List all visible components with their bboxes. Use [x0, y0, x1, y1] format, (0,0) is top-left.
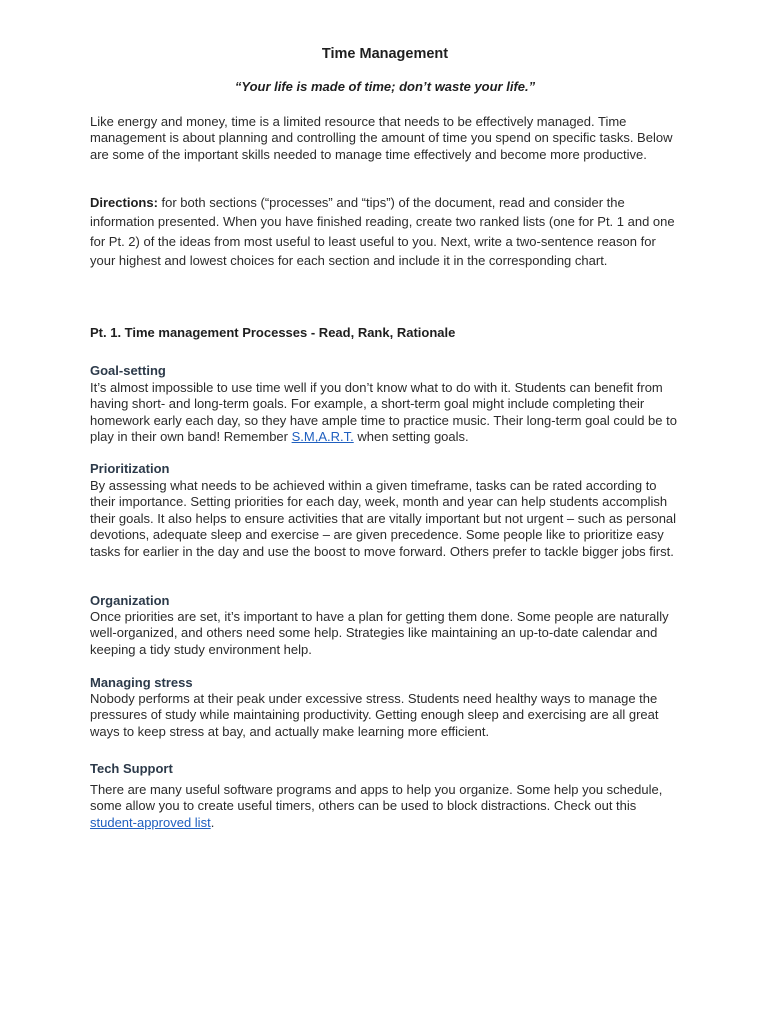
goal-setting-heading: Goal-setting	[90, 363, 166, 378]
document-title: Time Management	[321, 46, 449, 62]
goal-setting-text-end: when setting goals.	[353, 429, 469, 445]
goal-setting-text: It’s almost impossible to use time well if you don’t know what to do with it. Students can benefit from having short- and long-term goals. For example, a short-term goal might include completing their homework early each day, so they have ample time to practice music. Their long-term goal could be to play in their own band! Remember	[90, 380, 677, 445]
intro-paragraph: Like energy and money, time is a limited resource that needs to be effectively managed. Time management is about planning and controlling the amount of time you spend on specific tasks. Below are some of the important skills needed to manage time effectively and become more productive.	[90, 114, 673, 162]
tech-support-paragraph	[90, 782, 682, 831]
prioritization-heading: Prioritization	[90, 461, 170, 476]
goal-setting-paragraph	[90, 380, 682, 446]
directions-paragraph	[90, 193, 682, 270]
tech-support-text: There are many useful software programs and apps to help you organize. Some help you schedule, some allow you to create useful timers, others can be used to block distractions. Check out this	[90, 782, 663, 814]
smart-link[interactable]: S.M,A.R.T.	[291, 429, 354, 445]
tech-support-heading: Tech Support	[90, 761, 173, 776]
prioritization-paragraph: By assessing what needs to be achieved within a given timeframe, tasks can be rated according to their importance. Setting priorities for each day, week, month and year can help students accomplish their goals. It also helps to ensure activities that are vitally important but not urgent – such as personal devotions, adequate sleep and exercise – are given precedence. Some people like to prioritize easy tasks for earlier in the day and use the boost to move forward. Others prefer to tackle bigger jobs first.	[90, 478, 677, 559]
student-approved-list-link[interactable]: student-approved list	[90, 814, 211, 830]
tech-support-text-end: .	[210, 814, 215, 830]
managing-stress-heading: Managing stress	[90, 675, 193, 690]
organization-heading: Organization	[90, 593, 170, 608]
directions-label: Directions:	[90, 195, 158, 210]
directions-text: for both sections (“processes” and “tips”) of the document, read and consider the information presented. When you have finished reading, create two ranked lists (one for Pt. 1 and one for Pt. 2) of the ideas from most useful to least useful to you. Next, write a two-sentence reason for your highest and lowest choices for each section and include it in the corresponding chart.	[90, 195, 675, 268]
managing-stress-paragraph: Nobody performs at their peak under excessive stress. Students need healthy ways to manage the pressures of study while maintaining productivity. Getting enough sleep and exercising are all great ways to keep stress at bay, and actually make learning more efficient.	[90, 691, 659, 739]
document-quote: “Your life is made of time; don’t waste your life.”	[234, 79, 536, 94]
section-title: Pt. 1. Time management Processes - Read, Rank, Rationale	[90, 325, 456, 340]
organization-paragraph: Once priorities are set, it’s important to have a plan for getting them done. Some people are naturally well-organized, and others need some help. Strategies like maintaining an up-to-date calendar and keeping a tidy study environment help.	[90, 609, 669, 657]
